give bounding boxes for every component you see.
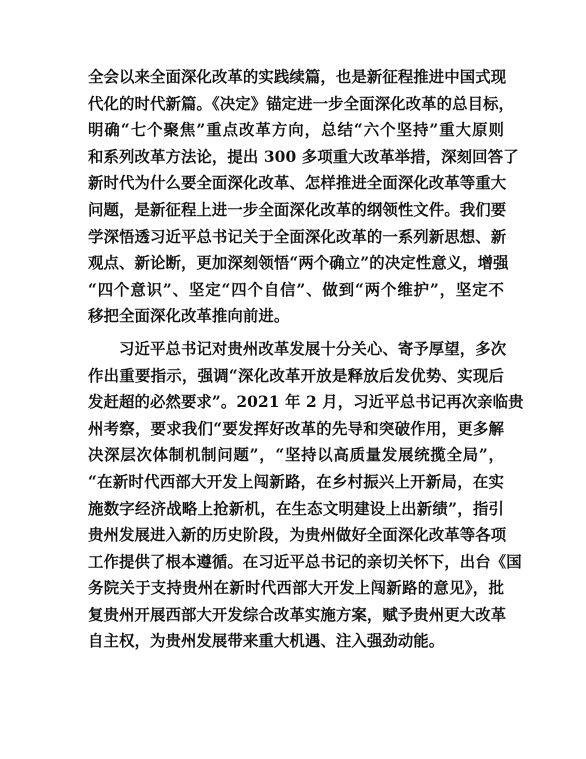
text-line: 施数字经济战略上抢新机，在生态文明建设上出新绩”，指引 [88, 499, 504, 518]
text-line: 工作提供了根本遵循。在习近平总书记的亲切关怀下，出台《国 [88, 552, 522, 571]
text-line: 自主权，为贵州发展带来重大机遇、注入强劲动能。 [88, 632, 445, 651]
text-line: 观点、新论断，更加深刻领悟“两个确立”的决定性意义，增强 [88, 254, 509, 273]
paragraph-2 [88, 336, 524, 655]
body-text [88, 64, 524, 655]
text-line: “四个意识”、坚定“四个自信”、做到“两个维护”，坚定不 [88, 280, 504, 299]
text-line: 习近平总书记对贵州改革发展十分关心、寄予厚望，多次 [88, 339, 507, 358]
text-line: 贵州发展进入新的历史阶段，为贵州做好全面深化改革等各项 [88, 526, 507, 545]
text-line: 代化的时代新篇。《决定》锚定进一步全面深化改革的总目标， [88, 94, 515, 113]
text-line: 务院关于支持贵州在新时代西部大开发上闯新路的意见》，批 [88, 579, 504, 598]
paragraph-1 [88, 64, 519, 330]
text-line: 发赶超的必然要求”。2021 年 2 月，习近平总书记再次亲临贵 [88, 393, 524, 412]
text-line: 明确“七个聚焦”重点改革方向，总结“六个坚持”重大原则 [88, 121, 504, 140]
text-line: 州考察，要求我们“要发挥好改革的先导和突破作用，更多解 [88, 419, 504, 438]
text-line: 作出重要指示，强调“深化改革开放是释放后发优势、实现后 [88, 366, 504, 385]
text-line: 全会以来全面深化改革的实践续篇，也是新征程推进中国式现 [88, 68, 507, 86]
text-line: 移把全面深化改革推向前进。 [88, 307, 290, 326]
text-line: “在新时代西部大开发上闯新路，在乡村振兴上开新局，在实 [88, 472, 504, 491]
text-line: 问题，是新征程上进一步全面深化改革的纲领性文件。我们要 [88, 200, 507, 219]
text-line: 复贵州开展西部大开发综合改革实施方案，赋予贵州更大改革 [88, 605, 507, 624]
text-line: 新时代为什么要全面深化改革、怎样推进全面深化改革等重大 [88, 174, 507, 193]
text-line: 和系列改革方法论，提出 300 多项重大改革举措，深刻回答了 [88, 147, 519, 166]
text-line: 学深悟透习近平总书记关于全面深化改革的一系列新思想、新 [88, 227, 507, 246]
text-line: 决深层次体制机制问题”，“坚持以高质量发展统揽全局”， [88, 446, 504, 465]
